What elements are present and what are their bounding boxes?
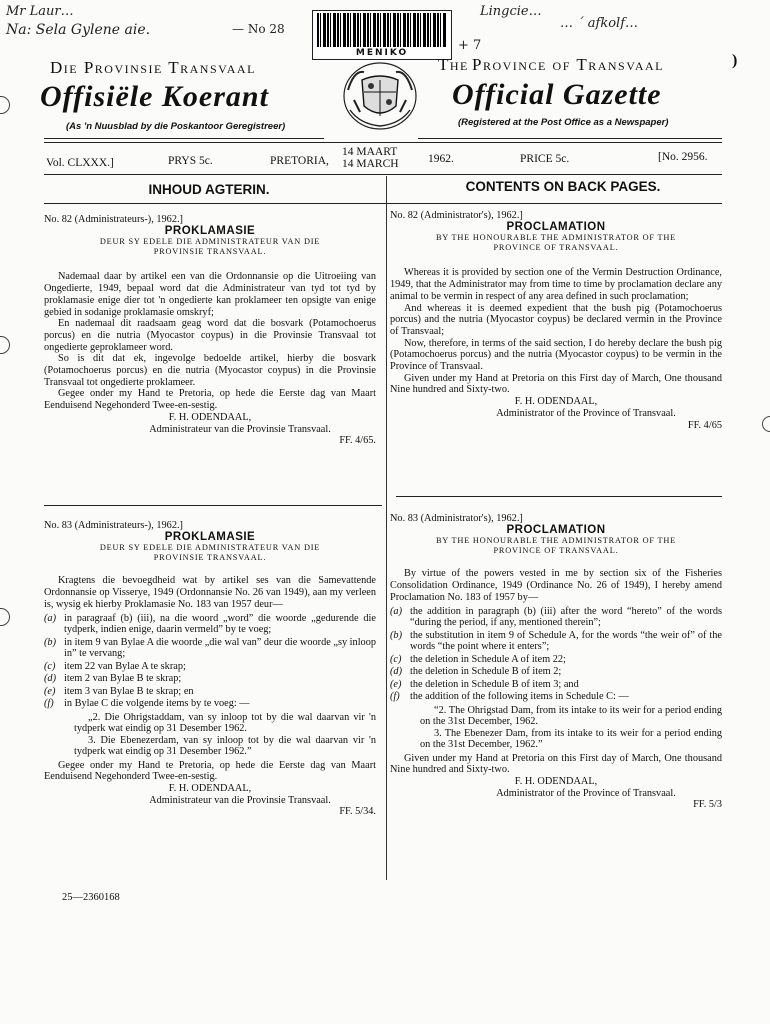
handwritten-note-right2: … ´ afkolf… — [560, 16, 638, 31]
proc83-eng-byline2: PROVINCE OF TRANSVAAL. — [493, 546, 619, 556]
proc83-eng-quote1: “2. The Ohrigstad Dam, from its intake to its weir for a period ending on the 31st December, 1962. — [420, 704, 722, 728]
proc82-eng-para1: Whereas it is provided by section one of the Vermin Destruction Ordinance, 1949, that the Administrator may from time to time by proclamation declare any animal to be vermin in respect of any area defined in such proclamation; — [390, 267, 722, 302]
list-item — [44, 686, 376, 698]
proc83-eng-byline1: BY THE HONOURABLE THE ADMINISTRATOR OF THE — [435, 536, 677, 546]
item-mark: (e) — [390, 678, 402, 690]
punch-hole-mark — [0, 608, 10, 626]
list-item — [390, 654, 722, 666]
proc83-afr-ref: FF. 5/34. — [339, 806, 376, 818]
proc82-afr-signer: F. H. ODENDAAL, — [168, 411, 252, 423]
proc82-afr-para1: Nademaal daar by artikel een van die Ordonnansie op die Uitroeiing van Ongedierte, 1949, bepaal word dat die Administrateur van tyd tot tyd by proklamasie enige dier tot 'n ongedierte kan proklameer ten opsigte van enige gebied in sodanige proklamasie omskryf; — [44, 271, 376, 318]
proc83-eng — [390, 513, 722, 811]
masthead-afr-title: Offisiële Koerant — [40, 80, 269, 113]
masthead-eng-title: Official Gazette — [452, 78, 662, 111]
issue-number: [No. 2956. — [658, 151, 708, 163]
masthead-eng-sub: (Registered at the Post Office as a Newspaper) — [458, 117, 669, 128]
proc83-eng-para1: By virtue of the powers vested in me by section six of the Fisheries Consolidation Ordinance, 1949 (Ordinance No. 26 of 1949), I hereby amend Proclamation No. 183 of 1957 by— — [390, 568, 722, 603]
box-contents-back: CONTENTS ON BACK PAGES. — [465, 179, 661, 194]
punch-hole-mark — [762, 416, 770, 432]
proc83-afr-items — [44, 613, 376, 710]
rule-proc-separator-right — [396, 496, 722, 497]
proc82-afr-ref: FF. 4/65. — [339, 435, 376, 447]
proc82-afr-byline2: PROVINSIE TRANSVAAL. — [153, 247, 267, 257]
proc83-afr-quote — [44, 712, 376, 758]
proc82-afr-signer-title: Administrateur van die Provinsie Transvaal. — [149, 423, 331, 435]
item-mark: (e) — [44, 685, 56, 697]
proc82-eng-ref: FF. 4/65 — [687, 419, 722, 431]
item-text: the substitution in item 9 of Schedule A, for the words “the weir of” of the words “the point where it enters”; — [410, 629, 722, 653]
rule-proc-separator-left — [44, 505, 382, 506]
list-item — [390, 691, 722, 703]
issue-date-eng: 14 MARCH — [342, 158, 399, 170]
barcode-sticker — [312, 10, 452, 60]
item-text: the deletion in Schedule B of item 3; and — [410, 678, 579, 690]
proc83-afr-signer: F. H. ODENDAAL, — [168, 782, 252, 794]
item-mark: (f) — [44, 698, 54, 710]
item-text: item 2 van Bylae B te skrap; — [64, 673, 182, 685]
proc82-eng-title: PROCLAMATION — [506, 220, 606, 233]
item-mark: (a) — [44, 612, 57, 624]
item-text: item 22 van Bylae A te skrap; — [64, 660, 186, 672]
proc82-eng — [390, 210, 722, 431]
issue-date — [342, 146, 399, 170]
proc82-afr-para4: Gegee onder my Hand te Pretoria, op hede die Eerste dag van Maart Eenduisend Negehonderd Twee-en-sestig. — [44, 388, 376, 412]
item-text: in paragraaf (b) (iii), na die woord „word” die woorde „gedurende die tydperk, indien enige, daarin vermeld” by te voeg; — [64, 612, 376, 636]
list-item — [44, 661, 376, 673]
punch-hole-mark — [0, 336, 10, 354]
list-item — [390, 679, 722, 691]
proc83-afr-quote2: 3. Die Ebenezerdam, van sy inloop tot by die wal daarvan vir 'n tydperk wat eindig op 31 Desember 1962.” — [74, 734, 376, 758]
item-text: the deletion in Schedule A of item 22; — [410, 653, 566, 665]
proc83-eng-para2: Given under my Hand at Pretoria on this First day of March, One thousand Nine hundred and Sixty-two. — [390, 752, 722, 776]
proc82-afr — [44, 214, 376, 447]
proc83-afr-title: PROKLAMASIE — [164, 530, 256, 543]
rule-top-left — [44, 138, 324, 139]
rule-box-bottom — [44, 203, 722, 204]
item-mark: (f) — [390, 691, 400, 703]
issue-date-afr: 14 MAART — [342, 146, 398, 158]
issue-year: 1962. — [428, 153, 454, 165]
proc83-eng-ref: FF. 5/3 — [693, 799, 722, 811]
barcode-label: MENIKO — [355, 48, 409, 58]
proc82-afr-para3: So is dit dat ek, ingevolge bedoelde artikel, hierby die bosvark (Potamochoerus porcus) en die nutria (Myocastor coypus) in die Provinsie Transvaal tot ongedierte proklameer. — [44, 353, 376, 388]
issue-volume: Vol. CLXXX.] — [46, 157, 114, 169]
proc82-afr-title: PROKLAMASIE — [164, 224, 256, 237]
proc83-afr-number: No. 83 (Administrateurs-), 1962.] — [44, 520, 183, 531]
proc83-eng-signer-title: Administrator of the Province of Transvaal. — [496, 787, 676, 799]
item-mark: (a) — [390, 605, 403, 617]
handwritten-note-line1: Mr Laur… — [6, 4, 74, 19]
proc83-afr-signer-title: Administrateur van die Provinsie Transvaal. — [149, 794, 331, 806]
item-mark: (d) — [44, 673, 57, 685]
item-text: the addition of the following items in Schedule C: — — [410, 691, 629, 703]
item-mark: (c) — [44, 660, 56, 672]
item-text: the addition in paragraph (b) (iii) after the word “hereto” of the words “during the period, if any, mentioned therein”; — [410, 605, 722, 629]
proc83-eng-quote2: 3. The Ebenezer Dam, from its intake to its weir for a period ending on the 31st December, 1962.” — [420, 727, 722, 751]
proc82-eng-number: No. 82 (Administrator's), 1962.] — [390, 210, 523, 221]
list-item — [44, 698, 376, 710]
proc83-eng-signer: F. H. ODENDAAL, — [514, 775, 598, 787]
proc82-eng-para2: And whereas it is deemed expedient that the bush pig (Potamochoerus porcus) and the nutria (Myocastor coypus) be declared vermin in the Province of Transvaal; — [390, 302, 722, 337]
proc82-eng-signer-title: Administrator of the Province of Transvaal. — [496, 407, 676, 419]
item-text: in Bylae C die volgende items by te voeg: — — [64, 698, 250, 710]
item-mark: (b) — [44, 636, 57, 648]
proc83-eng-quote — [390, 705, 722, 751]
item-mark: (d) — [390, 666, 403, 678]
proc83-afr-quote1: „2. Die Ohrigstaddam, van sy inloop tot by die wal daarvan vir 'n tydperk wat eindig op 31 Desember 1962. — [74, 711, 376, 735]
proc83-afr — [44, 520, 376, 818]
proc83-afr-byline1: DEUR SY EDELE DIE ADMINISTRATEUR VAN DIE — [99, 543, 321, 553]
item-mark: (b) — [390, 629, 403, 641]
barcode-bars — [317, 13, 447, 47]
item-text: the deletion in Schedule B of item 2; — [410, 666, 562, 678]
box-inhoud-agterin: INHOUD AGTERIN. — [148, 182, 270, 197]
handwritten-note-line2: Na: Sela Gylene aie. — [6, 22, 151, 38]
masthead-eng-province: Province of Transvaal — [472, 55, 664, 74]
proc83-eng-title: PROCLAMATION — [506, 523, 606, 536]
list-item — [390, 630, 722, 653]
proc83-eng-number: No. 83 (Administrator's), 1962.] — [390, 513, 523, 524]
list-item — [390, 666, 722, 678]
issue-prys: PRYS 5c. — [168, 155, 213, 167]
proc82-afr-number: No. 82 (Administrateurs-), 1962.] — [44, 214, 183, 225]
proc82-eng-byline2: PROVINCE OF TRANSVAAL. — [493, 243, 619, 253]
issue-price: PRICE 5c. — [520, 153, 570, 165]
list-item — [44, 673, 376, 685]
handwritten-note-right1: Lingcie… — [480, 4, 542, 19]
punch-hole-mark — [0, 96, 10, 114]
masthead-eng-prefix: The — [438, 55, 469, 74]
item-text: in item 9 van Bylae A die woorde „die wal van” deur die woorde „sy inloop in” te vervang; — [64, 636, 376, 660]
footer-print-code: 25—2360168 — [62, 892, 120, 903]
proc82-eng-para4: Given under my Hand at Pretoria on this First day of March, One thousand Nine hundred and Sixty-two. — [390, 372, 722, 396]
proc82-afr-byline1: DEUR SY EDELE DIE ADMINISTRATEUR VAN DIE — [99, 237, 321, 247]
list-item — [44, 637, 376, 660]
column-divider — [386, 176, 387, 880]
handwritten-number: — No 28 — [232, 22, 285, 36]
list-item — [44, 613, 376, 636]
page-edge-mark: ) — [732, 52, 738, 69]
proc83-eng-items — [390, 606, 722, 703]
rule-issue-bottom — [44, 174, 722, 175]
masthead-afr-province: Die Provinsie Transvaal — [50, 58, 256, 77]
proc82-eng-signer: F. H. ODENDAAL, — [514, 396, 598, 408]
item-mark: (c) — [390, 653, 402, 665]
list-item — [390, 606, 722, 629]
proc82-eng-byline1: BY THE HONOURABLE THE ADMINISTRATOR OF THE — [435, 233, 677, 243]
handwritten-plus: + 7 — [458, 38, 482, 53]
proc82-eng-para3: Now, therefore, in terms of the said section, I do hereby declare the bush pig (Potamochoerus porcus) and the nutria (Myocastor coypus) to be vermin in the Province of Transvaal. — [390, 337, 722, 373]
proc83-afr-byline2: PROVINSIE TRANSVAAL. — [153, 553, 267, 563]
proc83-afr-para1: Kragtens die bevoegdheid wat by artikel ses van die Samevattende Ordonnansie op Visserye, 1949 (Ordonnansie No. 26 van 1949), aan my verleen is, wysig ek hierby Proklamasie No. 183 van 1957 deur— — [44, 575, 376, 610]
issue-place: PRETORIA, — [270, 155, 329, 167]
coat-of-arms-emblem — [340, 60, 420, 132]
rule-top-full — [44, 142, 722, 143]
masthead-afr-sub: (As 'n Nuusblad by die Poskantoor Geregistreer) — [66, 121, 286, 132]
proc83-afr-para2: Gegee onder my Hand te Pretoria, op hede die Eerste dag van Maart Eenduisend Negehonderd Twee-en-sestig. — [44, 759, 376, 783]
rule-top-right — [418, 138, 722, 139]
item-text: item 3 van Bylae B te skrap; en — [64, 685, 194, 697]
proc82-afr-para2: En nademaal dit raadsaam geag word dat die bosvark (Potamochoerus porcus) en die nutria (Myocastor coypus) in die Provinsie Transvaal tot ongedierte geproklameer word. — [44, 318, 376, 353]
